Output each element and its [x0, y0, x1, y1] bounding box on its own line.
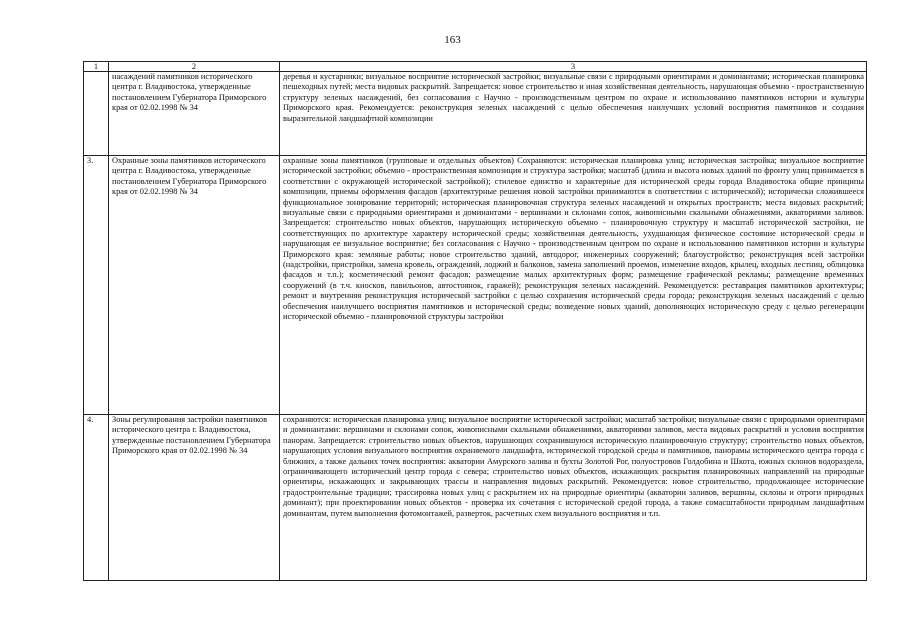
object-name: Охранные зоны памятников исторического центра г. Владивостока, утвержденные постановлением Губернатора Приморского края от 02.02.1998 № 34 — [109, 156, 280, 415]
row-number — [84, 72, 109, 156]
row-number: 4. — [84, 415, 109, 581]
table-header-row — [84, 62, 867, 72]
header-cell-1: 1 — [84, 62, 109, 72]
regime-text: охранные зоны памятников (групповые и отдельных объектов) Сохраняются: историческая планировка улиц; историческая застройка; визуальное восприятие исторической застройки; объемно - пространственная композиция и структура застройки; масштаб (длина и высота новых зданий по фронту улиц принимается в соответствии с окружающей исторической застройкой); стилевое единство и характерные для исторической среды города Владивостока общие принципы композиции, приемы оформления фасадов (архитектурные решения новой застройки принимаются в соответствии с исторической); исторически сложившееся функциональное зонирование территорий; историческая планировочная структура зеленых насаждений и открытых пространств; места видовых раскрытий; визуальные связи с природными ориентирами и доминантами - вершинами и склонами сопок, живописными скальными обнажениями, акваториями заливов. Запрещается: строительство новых объектов, нарушающих историческую объемно - планировочную структуру и масштаб исторической застройки, не соответствующих по архитектуре характеру исторической среды; хозяйственная деятельность, ухудшающая физическое состояние исторической среды и нарушающая ее визуальное восприятие; без согласования с Научно - производственным центром по охране и использованию памятников истории и культуры Приморского края: земляные работы; новое строительство зданий, автодорог, инженерных сооружений; благоустройство; реконструкция всей застройки (надстройки, пристройки, замена кровель, ограждений, лоджий и балконов, замена заполнений проемов, изменение входов, крылец, входных лестниц, облицовка фасадов и т.п.); косметический ремонт фасадов; размещение малых архитектурных форм; размещение графической рекламы; размещение временных сооружений (в т.ч. киосков, павильонов, автостоянок, гаражей); реконструкция зеленых насаждений. Рекомендуется: реставрация памятников архитектуры; ремонт и внутренняя реконструкция исторической застройки с целью сохранения исторической среды города; реконструкция зеленых насаждений с целью обеспечения наилучшего восприятия памятников и исторической среды; возведение новых зданий, дополняющих историческую среду с целью регенерации исторической объемно - планировочной структуры застройки — [280, 156, 867, 415]
object-name: насаждений памятников исторического центра г. Владивостока, утвержденные постановлением Губернатора Приморского края от 02.02.1998 № 34 — [109, 72, 280, 156]
header-cell-2: 2 — [109, 62, 280, 72]
table-row — [84, 156, 867, 415]
regime-text: сохраняются: историческая планировка улиц; визуальное восприятие исторической застройки; масштаб застройки; визуальные связи с природными ориентирами и доминантами: вершинами и склонами сопок, живописными скальными обнажениями, акваториями заливов, места видовых раскрытий и условия восприятия панорам. Запрещается: строительство новых объектов, нарушающих сохранившуюся историческую планировочную структуру; строительство новых объектов, нарушающих условия визуального восприятия охраняемого ландшафта, исторической городской среды и памятников, панорамы исторического центра города с ближних, а также дальних точек восприятия: акватории Амурского залива и бухты Золотой Рог, полуостровов Голдобина и Шкота, южных склонов водораздела, ограничивающего исторический центр города с севера; строительство новых объектов, искажающих раскрытия планировочных направлений на природные ориентиры, искажающих и закрывающих трассы и направления видовых раскрытий. Рекомендуется: новое строительство, продолжающее исторические градостроительные традиции; трассировка новых улиц с раскрытием их на природные ориентиры (акватории заливов, вершины, склоны и отроги природных доминант); при проектировании новых объектов - проверка их сочетания с исторической средой города, а также сомасштабности природным ландшафтным доминантам, путем выполнения фотомонтажей, разверток, расчетных схем визуального восприятия и т.п. — [280, 415, 867, 581]
object-name: Зоны регулирования застройки памятников исторического центра г. Владивостока, утвержденные постановлением Губернатора Приморского края от 02.02.1998 № 34 — [109, 415, 280, 581]
table-row — [84, 72, 867, 156]
table-row — [84, 415, 867, 581]
regime-text: деревья и кустарники; визуальное восприятие исторической застройки; визуальные связи с природными ориентирами и доминантами; историческая планировка пешеходных путей; места видовых раскрытий. Запрещается: новое строительство и иная хозяйственная деятельность, нарушающая объемно - пространственную структуру зеленых насаждений, без согласования с Научно - производственным центром по охране и использованию памятников истории и культуры Приморского края. Рекомендуется: реконструкция зеленых насаждений с целью обеспечения наилучших условий восприятия памятников и создания выразительной ландшафтной композиции — [280, 72, 867, 156]
row-number: 3. — [84, 156, 109, 415]
header-cell-3: 3 — [280, 62, 867, 72]
regulations-table — [83, 61, 867, 581]
page-number: 163 — [444, 34, 461, 46]
